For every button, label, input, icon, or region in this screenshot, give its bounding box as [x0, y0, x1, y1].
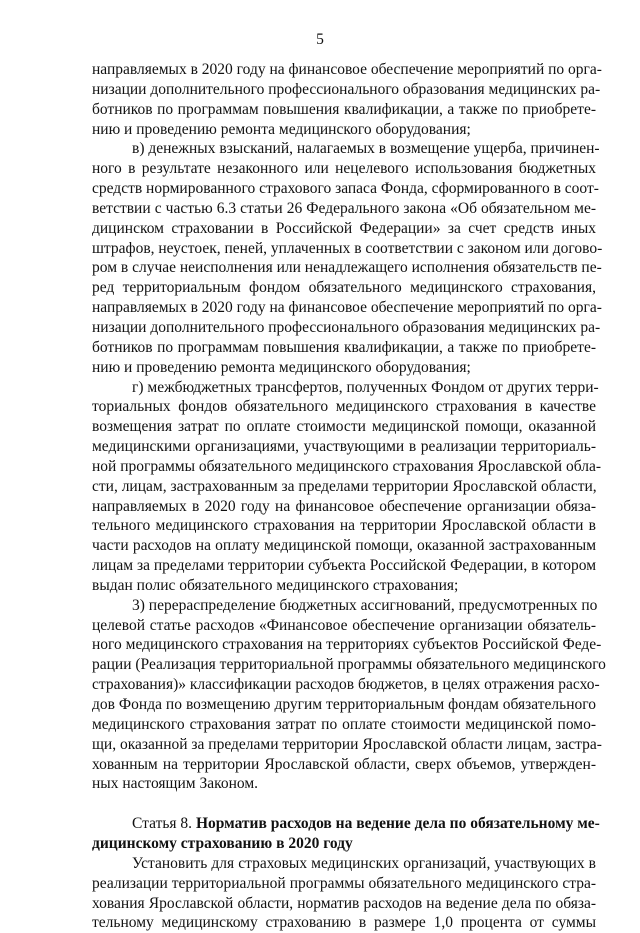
- text-line: направляемых в 2020 году на финансовое обеспечение мероприятий по орга-: [92, 61, 602, 78]
- text-line: ного в результате незаконного или нецелевого использования бюджетных: [92, 160, 596, 178]
- text-line: низации дополнительного профессионального образования медицинских ра-: [92, 318, 601, 336]
- text-line: в) денежных взысканий, налагаемых в возмещение ущерба, причинен-: [132, 140, 600, 158]
- text-line: штрафов, неустоек, пеней, уплаченных в соответствии с законом или догово-: [92, 239, 603, 257]
- text-line: целевой статье расходов «Финансовое обеспечение организации обязатель-: [92, 616, 596, 634]
- text-line: направляемых в 2020 году на финансовое обеспечение мероприятий по орга-: [92, 299, 602, 317]
- page-number: 5: [316, 31, 324, 48]
- text-line: ром в случае неисполнения или ненадлежащего исполнения обязательств пе-: [92, 259, 602, 277]
- text-line: реализации территориальной программы обязательного медицинского стра-: [92, 874, 596, 892]
- body-text: [92, 60, 606, 933]
- text-line: ториальных фондов обязательного медицинского страхования в качестве: [92, 398, 596, 416]
- article-number: Статья 8.: [132, 815, 196, 833]
- text-line: 3) перераспределение бюджетных ассигнований, предусмотренных по: [132, 596, 598, 614]
- text-line: ботников по программам повышения квалификации, а также по приобрете-: [92, 100, 596, 118]
- text-line: части расходов на оплату медицинской помощи, оказанной застрахованным: [92, 537, 596, 555]
- text-line: ред территориальным фондом обязательного медицинского страхования,: [92, 279, 596, 297]
- text-line: ного медицинского страхования на территориях субъектов Российской Феде-: [92, 636, 602, 654]
- text-line: лицам за пределами территории субъекта Российской Федерации, в котором: [92, 557, 596, 575]
- text-line: тельному медицинскому страхованию в размере 1,0 процента от суммы: [92, 914, 596, 932]
- article-heading: [92, 814, 600, 834]
- text-line: медицинскими организациями, участвующими в реализации территориаль-: [92, 438, 596, 456]
- article-title-continuation: дицинскому страхованию в 2020 году: [92, 835, 353, 853]
- text-line: дицинском страховании в Российской Федерации» за счет средств иных: [92, 219, 596, 237]
- text-line: ной программы обязательного медицинского страхования Ярославской обла-: [92, 457, 601, 475]
- text-line: средств нормированного страхового запаса Фонда, сформированного в соот-: [92, 180, 599, 198]
- text-line: дов Фонда по возмещению другим территориальным фондам обязательного: [92, 696, 596, 713]
- text-line: щи, оказанной за пределами территории Ярославской области лицам, застра-: [92, 735, 602, 753]
- text-line: рации (Реализация территориальной программы обязательного медицинского: [92, 656, 606, 674]
- paragraph-gap: [92, 794, 596, 814]
- text-line: направляемых в 2020 году на финансовое обеспечение организации обяза-: [92, 497, 596, 515]
- text-line: выдан полис обязательного медицинского страхования;: [92, 576, 459, 594]
- text-line: низации дополнительного профессионального образования медицинских ра-: [92, 80, 601, 98]
- text-line: ных настоящим Законом.: [92, 775, 259, 793]
- text-line: сти, лицам, застрахованным за пределами территории Ярославской области,: [92, 477, 597, 495]
- text-line: нию и проведению ремонта медицинского оборудования;: [92, 120, 471, 138]
- text-line: Установить для страховых медицинских организаций, участвующих в: [132, 854, 596, 872]
- text-line: страхования)» классификации расходов бюджетов, в целях отражения расхо-: [92, 676, 600, 694]
- text-line: ботников по программам повышения квалификации, а также по приобрете-: [92, 338, 596, 356]
- text-line: ветствии с частью 6.3 статьи 26 Федерального закона «Об обязательном ме-: [92, 199, 596, 217]
- article-title: Норматив расходов на ведение дела по обязательному ме-: [195, 815, 600, 833]
- text-line: возмещения затрат по оплате стоимости медицинской помощи, оказанной: [92, 418, 596, 436]
- text-line: г) межбюджетных трансфертов, полученных Фондом от других терри-: [132, 378, 599, 396]
- text-line: хования Ярославской области, норматив расходов на ведение дела по обяза-: [92, 894, 596, 912]
- text-line: хованным на территории Ярославской области, сверх объемов, утвержден-: [92, 755, 596, 773]
- text-line: тельного медицинского страхования на территории Ярославской области в: [92, 517, 596, 535]
- text-line: нию и проведению ремонта медицинского оборудования;: [92, 358, 471, 376]
- text-line: медицинского страхования затрат по оплате стоимости медицинской помо-: [92, 715, 596, 733]
- article-heading-continuation: [92, 834, 596, 854]
